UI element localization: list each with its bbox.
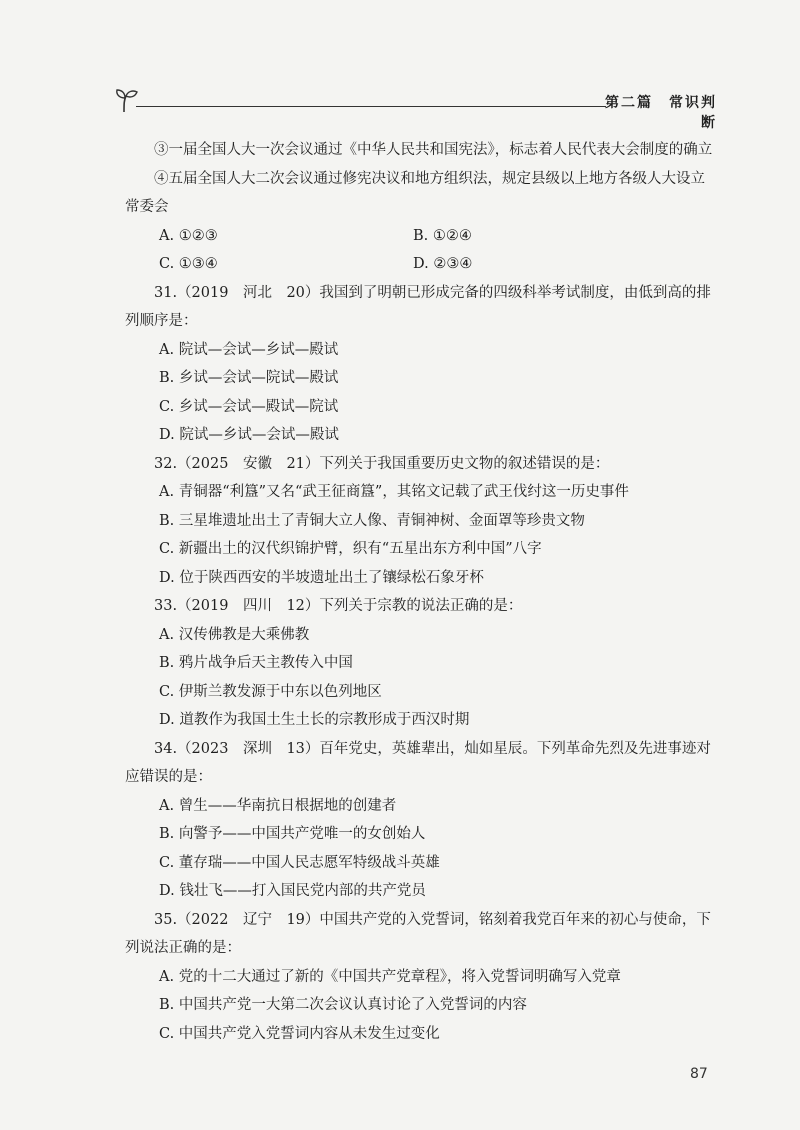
page-number: 87 xyxy=(690,1066,708,1082)
q33-option-d: D. 道教作为我国土生土长的宗教形成于西汉时期 xyxy=(159,712,470,728)
q32-option-c: C. 新疆出土的汉代织锦护臂，织有“五星出东方利中国”八字 xyxy=(159,541,542,557)
page-content xyxy=(125,136,715,1048)
q34-option-d: D. 钱壮飞——打入国民党内部的共产党员 xyxy=(159,883,426,899)
sprout-icon xyxy=(112,86,142,116)
q32-option-a: A. 青铜器“利簋”又名“武王征商簋”，其铭文记载了武王伐纣这一历史事件 xyxy=(159,484,629,500)
q32-stem: 32.（2025 安徽 21）下列关于我国重要历史文物的叙述错误的是： xyxy=(154,455,610,472)
q30-option-d: D. ②③④ xyxy=(413,256,473,272)
q33-option-c: C. 伊斯兰教发源于中东以色列地区 xyxy=(159,683,382,700)
q34-option-c: C. 董存瑞——中国人民志愿军特级战斗英雄 xyxy=(159,854,440,871)
page-header xyxy=(112,86,717,131)
q32-option-b: B. 三星堆遗址出土了青铜大立人像、青铜神树、金面罩等珍贵文物 xyxy=(159,512,585,529)
q35-option-c: C. 中国共产党入党誓词内容从未发生过变化 xyxy=(159,1025,440,1042)
q34-option-a: A. 曾生——华南抗日根据地的创建者 xyxy=(159,797,397,814)
q34-stem: 34.（2023 深圳 13）百年党史，英雄辈出，灿如星辰。下列革命先烈及先进事迹对应错误的是： xyxy=(125,740,711,785)
q30-option-a: A. ①②③ xyxy=(159,227,218,244)
q31-stem: 31.（2019 河北 20）我国到了明朝已形成完备的四级科举考试制度，由低到高的排列顺序是： xyxy=(125,284,711,329)
q31-option-a: A. 院试—会试—乡试—殿试 xyxy=(159,341,339,358)
q35-option-a: A. 党的十二大通过了新的《中国共产党章程》，将入党誓词明确写入党章 xyxy=(159,968,621,985)
q33-stem: 33.（2019 四川 12）下列关于宗教的说法正确的是： xyxy=(154,598,523,614)
q30-option-c: C. ①③④ xyxy=(159,256,218,272)
q35-option-b: B. 中国共产党一大第二次会议认真讨论了入党誓词的内容 xyxy=(159,997,527,1013)
q30-options-row-1 xyxy=(125,222,715,251)
q34-option-b: B. 向警予——中国共产党唯一的女创始人 xyxy=(159,826,426,842)
q30-option-b: B. ①②④ xyxy=(413,227,472,244)
q31-option-b: B. 乡试—会试—院试—殿试 xyxy=(159,370,339,386)
q31-option-d: D. 院试—乡试—会试—殿试 xyxy=(159,427,339,443)
q31-option-c: C. 乡试—会试—殿试—院试 xyxy=(159,398,339,415)
q30-item-3: ③一届全国人大一次会议通过《中华人民共和国宪法》，标志着人民代表大会制度的确立 xyxy=(154,142,713,158)
header-rule xyxy=(136,106,606,107)
q30-options-row-2 xyxy=(125,250,715,279)
q33-option-a: A. 汉传佛教是大乘佛教 xyxy=(159,626,310,643)
q35-stem: 35.（2022 辽宁 19）中国共产党的入党誓词，铭刻着我党百年来的初心与使命，下列说法正确的是： xyxy=(125,911,711,956)
q32-option-d: D. 位于陕西西安的半坡遗址出土了镶绿松石象牙杯 xyxy=(159,569,484,586)
q30-item-4: ④五届全国人大二次会议通过修宪决议和地方组织法，规定县级以上地方各级人大设立常委会 xyxy=(125,170,705,215)
q33-option-b: B. 鸦片战争后天主教传入中国 xyxy=(159,655,353,671)
section-title: 第二篇 常识判断 xyxy=(605,95,717,131)
